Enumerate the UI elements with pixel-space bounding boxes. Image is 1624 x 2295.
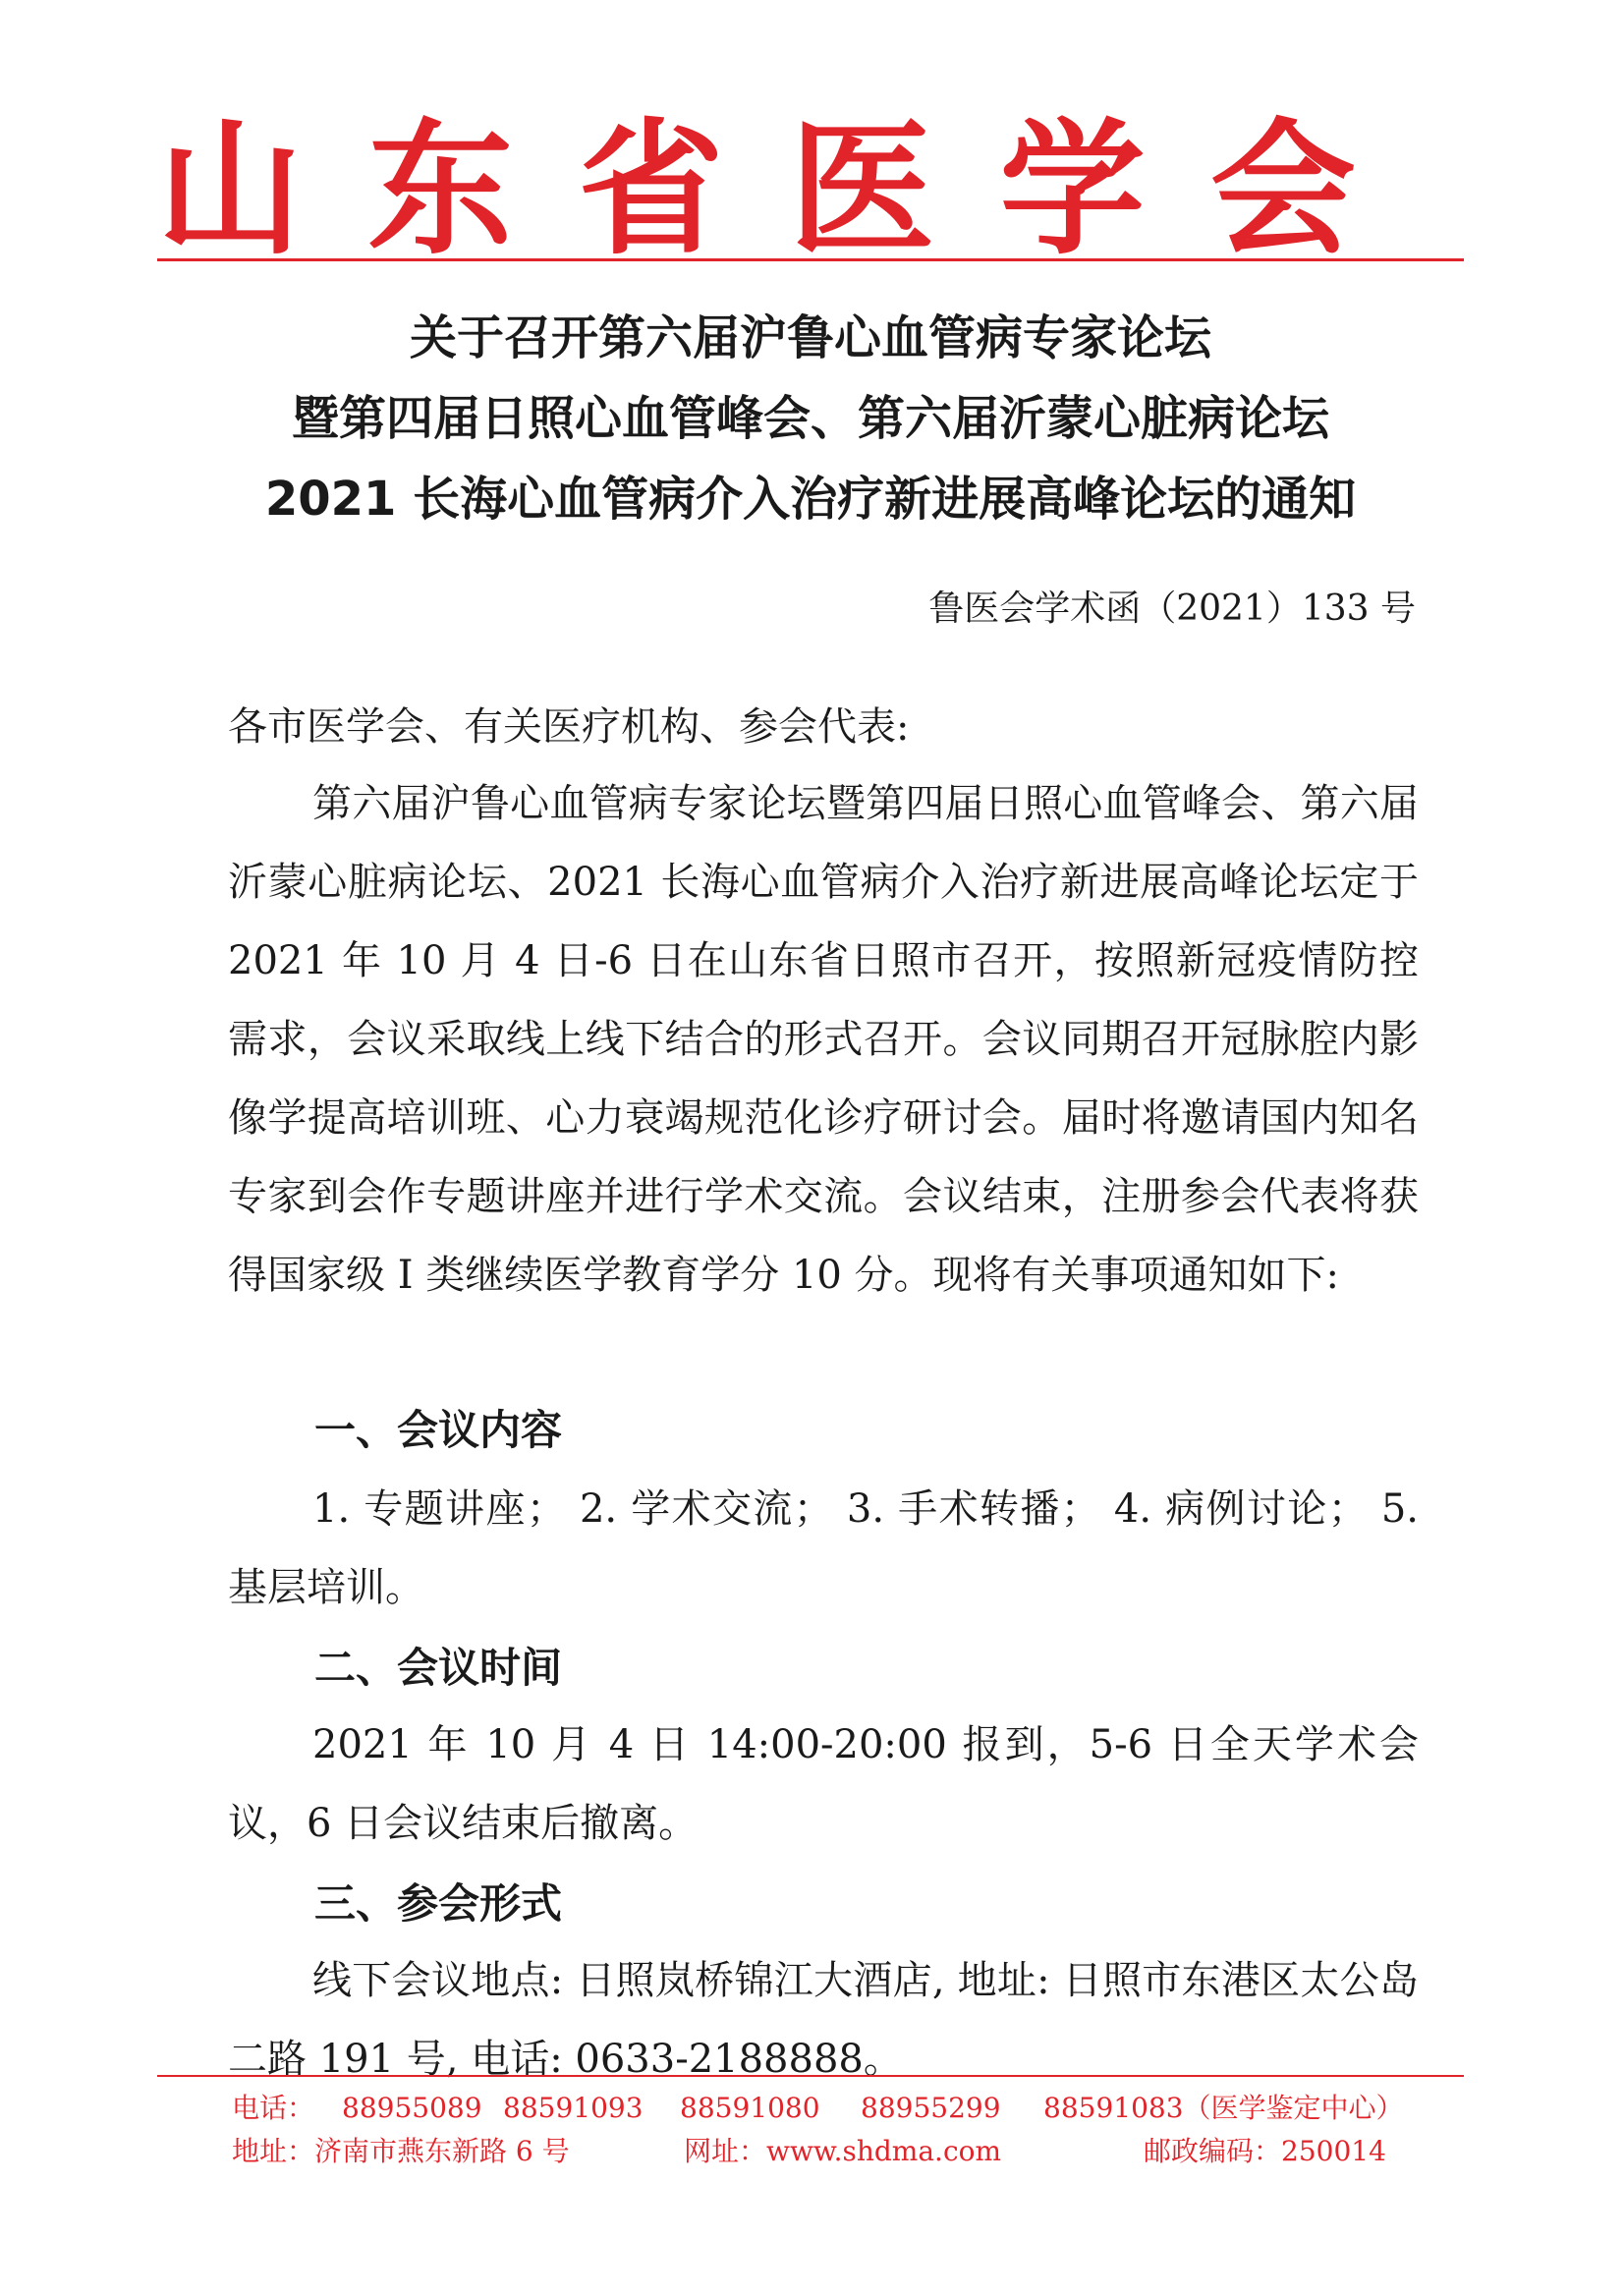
footer-phone: 88591083（医学鉴定中心） [1043, 2092, 1404, 2124]
section-heading-format: 三、参会形式 [314, 1879, 563, 1928]
intro-paragraph: 第六届沪鲁心血管病专家论坛暨第四届日照心血管峰会、第六届沂蒙心脏病论坛、2021 长海心血管病介入治疗新进展高峰论坛定于 2021 年 10 月 4 日-6 日在山东省日照市召开，按照新冠疫情防控需求，会议采取线上线下结合的形式召开。会议同期召开冠脉腔内影像学提高培训班、心力衰竭规范化诊疗研讨会。届时将邀请国内知名专家到会作专题讲座并进行学术交流。会议结束，注册参会代表将获得国家级 I 类继续医学教育学分 10 分。现将有关事项通知如下: [228, 781, 1419, 1298]
letterhead-title [157, 103, 1356, 274]
section-heading-content: 一、会议内容 [314, 1406, 563, 1454]
letterhead-divider [157, 258, 1464, 261]
notice-title-line: 关于召开第六届沪鲁心血管病专家论坛 [409, 310, 1211, 365]
footer-divider [157, 2075, 1464, 2077]
letterhead-char: 山 [157, 103, 303, 274]
footer-address: 地址：济南市燕东新路 6 号 [232, 2135, 570, 2167]
section-heading-time: 二、会议时间 [314, 1644, 563, 1692]
section-content-agenda: 1. 专题讲座； 2. 学术交流； 3. 手术转播； 4. 病例讨论； 5. 基层培训。 [228, 1486, 1419, 1610]
letterhead-char: 省 [578, 103, 724, 274]
footer-phone: 88955089 [342, 2092, 482, 2124]
footer-postcode: 邮政编码：250014 [1144, 2135, 1386, 2167]
letterhead-char: 会 [1209, 103, 1356, 274]
section-content-format: 线下会议地点: 日照岚桥锦江大酒店, 地址: 日照市东港区太公岛二路 191 号, 电话: 0633-2188888。 [228, 1958, 1419, 2082]
notice-title-line: 暨第四届日照心血管峰会、第六届沂蒙心脏病论坛 [291, 391, 1329, 446]
footer-phone: 88591080 [680, 2092, 820, 2124]
footer-phone: 88591093 [503, 2092, 644, 2124]
letterhead-char: 学 [999, 103, 1146, 274]
footer-phone-label: 电话： [232, 2092, 315, 2124]
footer-website: 网址：www.shdma.com [684, 2135, 1002, 2167]
letterhead-char: 医 [789, 103, 935, 274]
document-number: 鲁医会学术函（2021）133 号 [928, 588, 1416, 629]
notice-title-line: 2021 长海心血管病介入治疗新进展高峰论坛的通知 [264, 472, 1357, 527]
footer-phone: 88955299 [861, 2092, 1001, 2124]
section-content-time: 2021 年 10 月 4 日 14:00-20:00 报到，5-6 日全天学术会议，6 日会议结束后撤离。 [228, 1722, 1419, 1846]
letterhead-char: 东 [367, 103, 514, 274]
salutation: 各市医学会、有关医疗机构、参会代表: [228, 704, 910, 750]
